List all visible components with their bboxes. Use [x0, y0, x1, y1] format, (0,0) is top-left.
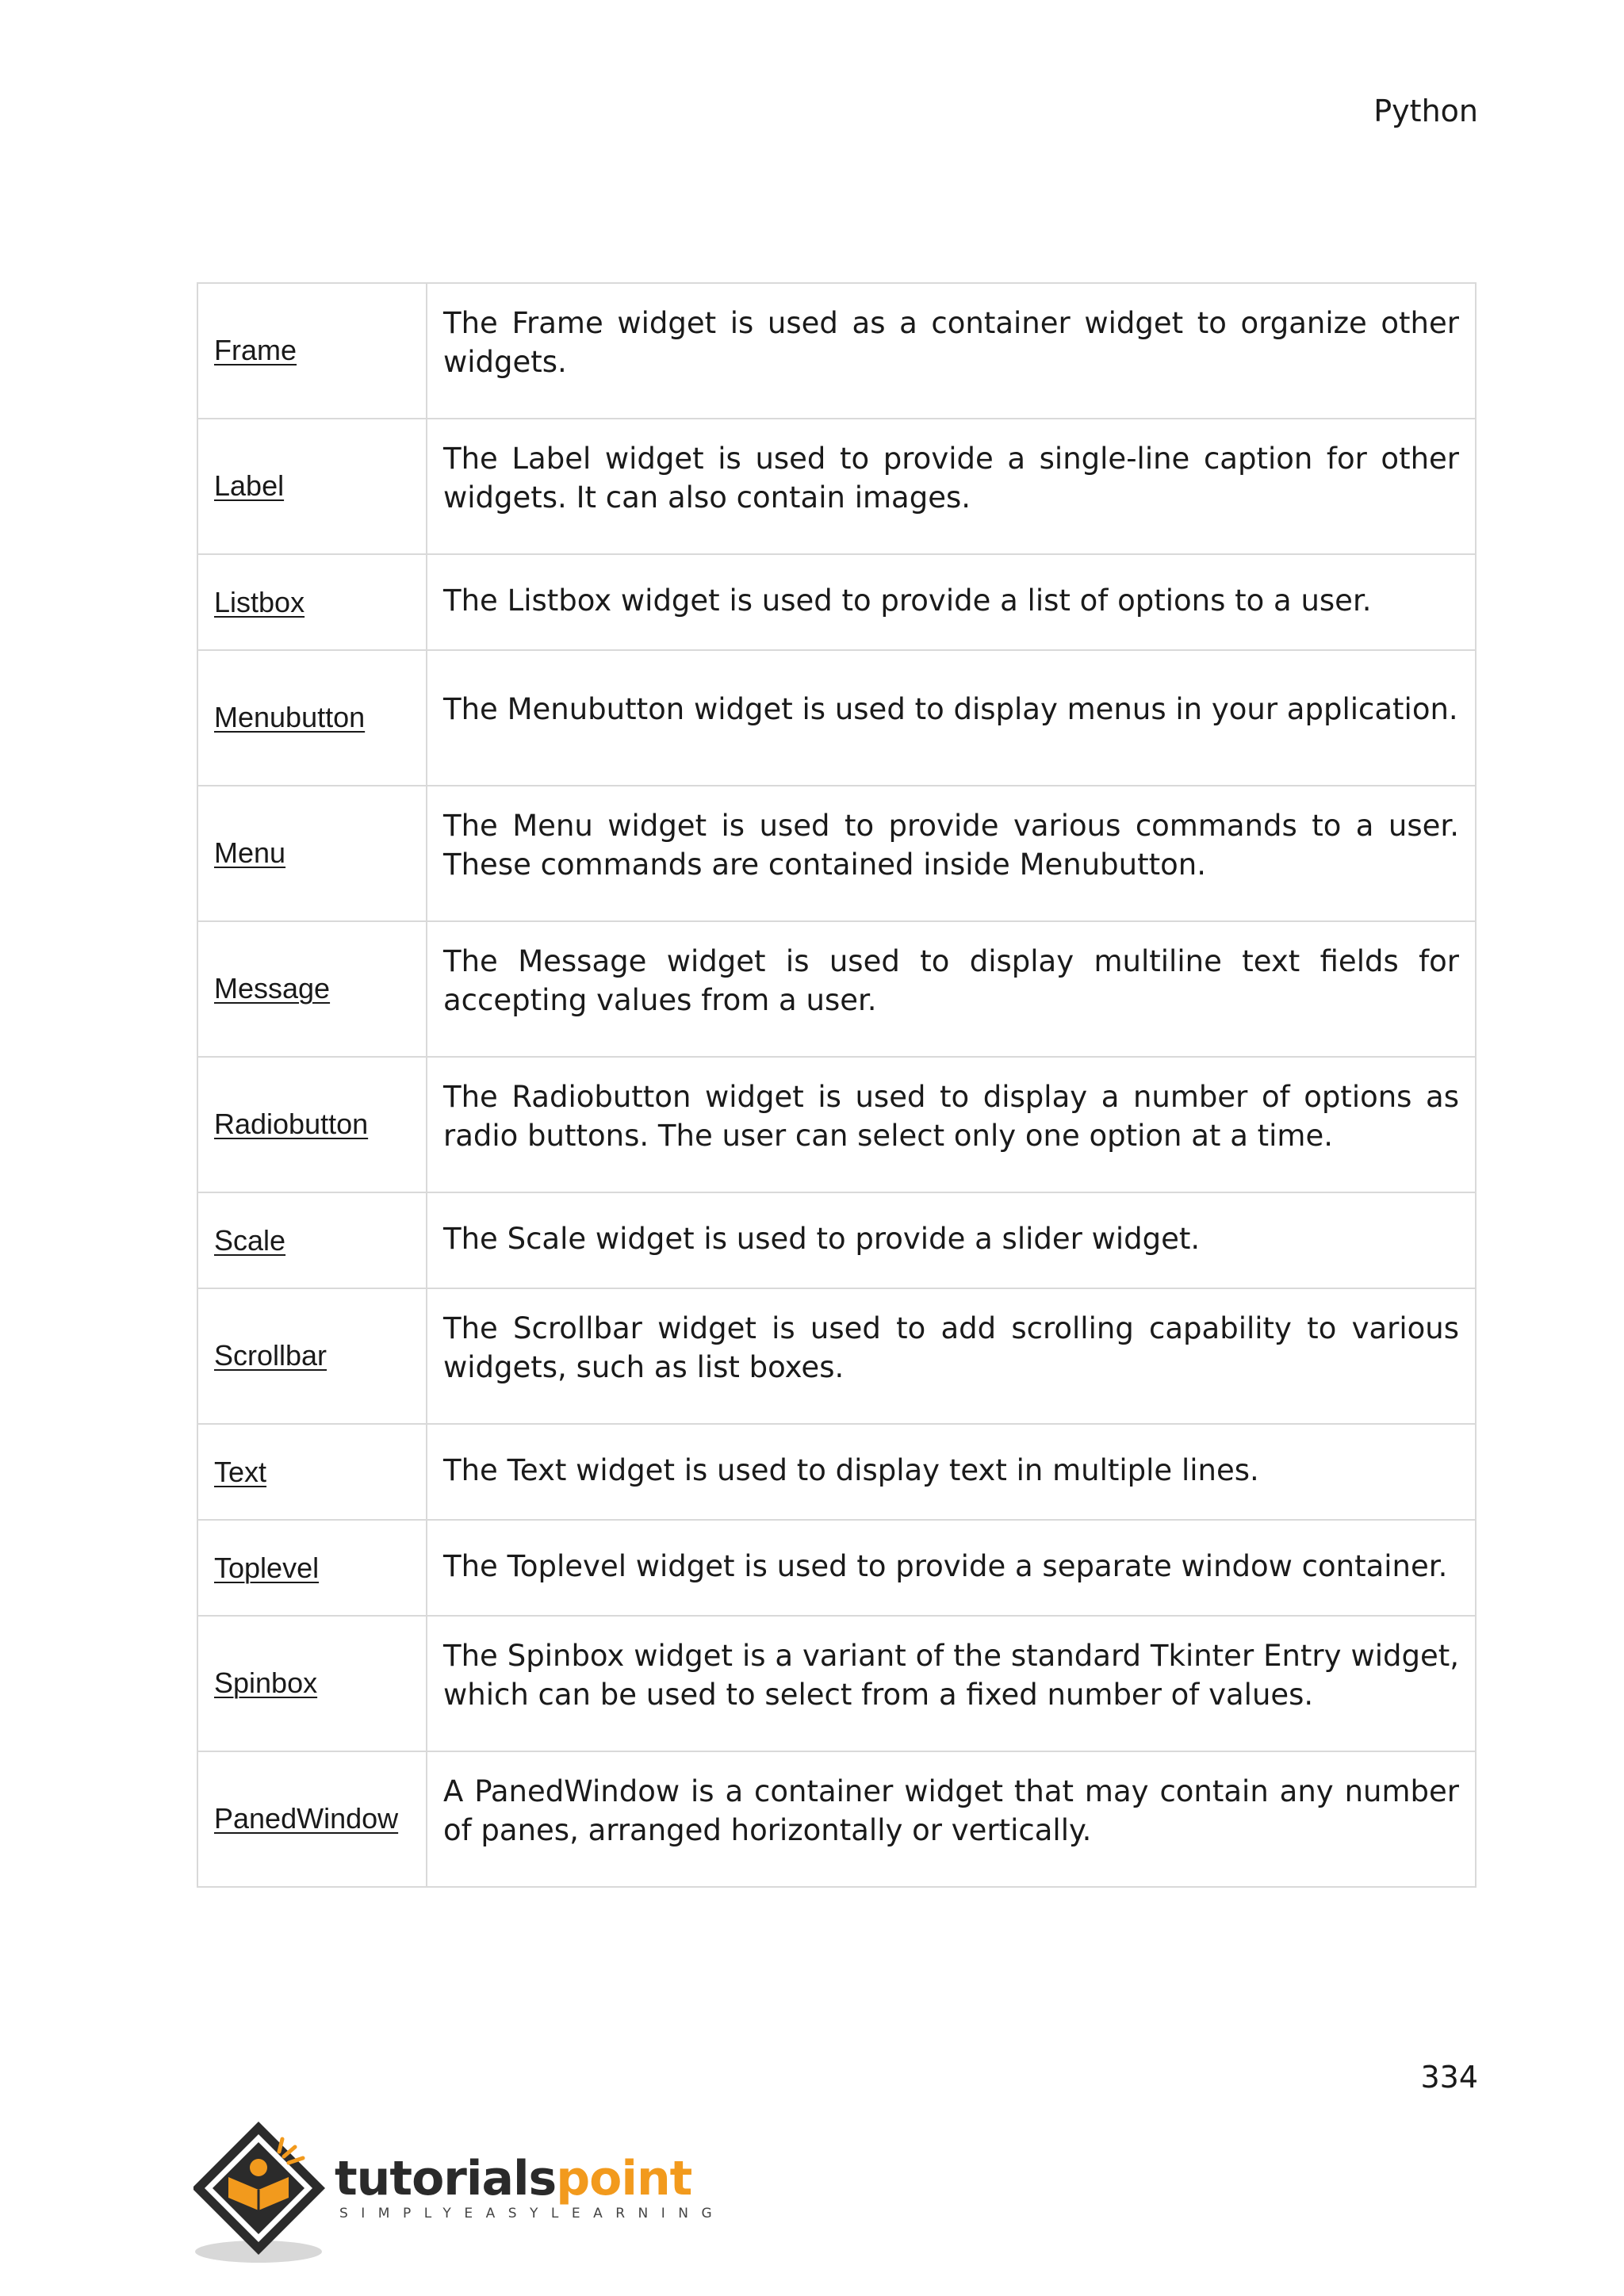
table-row — [197, 1192, 1476, 1288]
widget-link-frame[interactable]: Frame — [214, 333, 297, 366]
page-header-title: Python — [1373, 94, 1478, 128]
widget-description-cell — [427, 921, 1476, 1057]
table-row — [197, 1057, 1476, 1192]
widget-name-cell — [197, 650, 427, 786]
widget-link-scale[interactable]: Scale — [214, 1223, 286, 1257]
table-row — [197, 1424, 1476, 1520]
page-number: 334 — [1420, 2060, 1478, 2095]
table-row — [197, 921, 1476, 1057]
table-row — [197, 1288, 1476, 1424]
widget-description: The Message widget is used to display multiline text fields for accepting values from a user. — [443, 943, 1459, 1017]
widget-description: The Label widget is used to provide a single-line caption for other widgets. It can also contain images. — [443, 441, 1459, 515]
widget-name-cell — [197, 1520, 427, 1616]
widget-description-cell — [427, 419, 1476, 554]
widget-description: The Menu widget is used to provide various commands to a user. These commands are contained inside Menubutton. — [443, 808, 1459, 882]
widget-name-cell — [197, 786, 427, 921]
table-row — [197, 1520, 1476, 1616]
widget-link-radiobutton[interactable]: Radiobutton — [214, 1107, 369, 1140]
table-row — [197, 1751, 1476, 1887]
widget-description-cell — [427, 1057, 1476, 1192]
widget-name-cell — [197, 1751, 427, 1887]
widget-description-cell — [427, 650, 1476, 786]
table-row — [197, 554, 1476, 650]
logo-wordmark — [335, 2151, 692, 2206]
widget-description: The Listbox widget is used to provide a list of options to a user. — [443, 584, 1372, 618]
widget-description-cell — [427, 1520, 1476, 1616]
tutorialspoint-logo — [193, 2115, 726, 2266]
logo-text-accent: point — [556, 2151, 692, 2206]
widget-name-cell — [197, 283, 427, 419]
widget-description-cell — [427, 1288, 1476, 1424]
widget-table — [197, 282, 1477, 1888]
widget-description: The Toplevel widget is used to provide a separate window container. — [443, 1549, 1448, 1583]
widget-link-toplevel[interactable]: Toplevel — [214, 1551, 320, 1584]
widget-description: The Scrollbar widget is used to add scrolling capability to various widgets, such as list boxes. — [443, 1311, 1459, 1384]
widget-description: The Radiobutton widget is used to display a number of options as radio buttons. The user can select only one option at a time. — [443, 1079, 1459, 1153]
widget-link-message[interactable]: Message — [214, 971, 331, 1004]
table-row — [197, 283, 1476, 419]
logo-emblem-icon — [193, 2115, 336, 2266]
widget-name-cell — [197, 1424, 427, 1520]
table-row — [197, 650, 1476, 786]
widget-name-cell — [197, 554, 427, 650]
widget-link-label[interactable]: Label — [214, 469, 285, 502]
widget-link-menu[interactable]: Menu — [214, 836, 286, 869]
logo-tagline: SIMPLYEASYLEARNING — [339, 2206, 726, 2221]
widget-name-cell — [197, 1288, 427, 1424]
widget-description-cell — [427, 1424, 1476, 1520]
widget-name-cell — [197, 419, 427, 554]
widget-description-cell — [427, 1192, 1476, 1288]
widget-link-scrollbar[interactable]: Scrollbar — [214, 1338, 327, 1372]
widget-name-cell — [197, 1616, 427, 1751]
widget-name-cell — [197, 1192, 427, 1288]
widget-name-cell — [197, 921, 427, 1057]
widget-description-cell — [427, 1616, 1476, 1751]
logo-text-main: tutorials — [335, 2151, 557, 2206]
table-row — [197, 419, 1476, 554]
widget-description: The Frame widget is used as a container widget to organize other widgets. — [443, 305, 1459, 379]
widget-link-menubutton[interactable]: Menubutton — [214, 700, 366, 733]
widget-description: The Menubutton widget is used to display menus in your application. — [443, 692, 1458, 726]
widget-link-listbox[interactable]: Listbox — [214, 585, 305, 618]
widget-link-spinbox[interactable]: Spinbox — [214, 1666, 318, 1699]
widget-name-cell — [197, 1057, 427, 1192]
widget-link-panedwindow[interactable]: PanedWindow — [214, 1801, 399, 1835]
widget-description-cell — [427, 554, 1476, 650]
widget-description-cell — [427, 786, 1476, 921]
widget-description-cell — [427, 1751, 1476, 1887]
widget-link-text[interactable]: Text — [214, 1455, 267, 1488]
table-row — [197, 1616, 1476, 1751]
table-row — [197, 786, 1476, 921]
widget-description-cell — [427, 283, 1476, 419]
widget-description: The Spinbox widget is a variant of the standard Tkinter Entry widget, which can be used to select from a fixed number of values. — [443, 1638, 1459, 1712]
widget-description: A PanedWindow is a container widget that may contain any number of panes, arranged horizontally or vertically. — [443, 1774, 1459, 1847]
widget-description: The Scale widget is used to provide a slider widget. — [443, 1222, 1201, 1256]
widget-description: The Text widget is used to display text in multiple lines. — [443, 1453, 1259, 1487]
